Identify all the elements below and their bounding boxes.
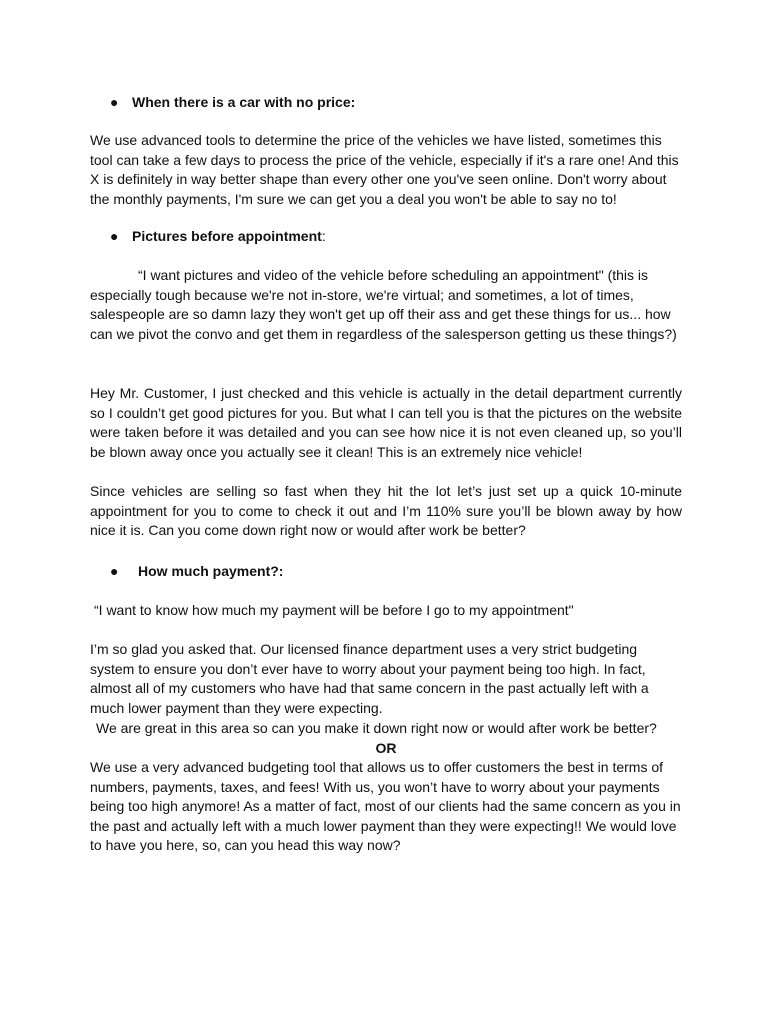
or-divider: OR — [375, 740, 397, 756]
payment-reply-1: I’m so glad you asked that. Our licensed finance department uses a very strict budgeting system to ensure you don’t ever have to worry about your payment being too high. In fact, almost all of my customers who have had that same concern in the past actually left with a much lower payment than they were expecting. — [90, 641, 649, 716]
payment-customer-quote: “I want to know how much my payment will be before I go to my appointment" — [94, 602, 574, 618]
section-heading-pictures — [110, 226, 326, 246]
no-price-answer: We use advanced tools to determine the price of the vehicles we have listed, sometimes this tool can take a few days to process the price of the vehicle, especially if it's a rare one! And this X is definitely in way better shape than every other one you've seen online. Don't worry about the monthly payments, I'm sure we can get you a deal you won't be able to say no to! — [90, 132, 679, 207]
heading-text: Pictures before appointment — [132, 228, 322, 244]
bullet-icon: ● — [110, 563, 119, 579]
heading-text: How much payment?: — [138, 563, 284, 579]
pictures-customer-quote: “I want pictures and video of the vehicle before scheduling an appointment" (this is especially tough because we're not in-store, we're virtual; and sometimes, a lot of times, salespeople are so damn lazy they won't get up off their ass and get these things for us... how can we pivot the convo and get them in regardless of the salesperson getting us these things?) — [90, 267, 677, 342]
bullet-icon: ● — [110, 228, 119, 244]
payment-reply-1-close: We are great in this area so can you make it down right now or would after work be better? — [96, 720, 657, 736]
section-heading-no-price — [110, 92, 355, 112]
heading-suffix: : — [321, 228, 326, 244]
bullet-icon: ● — [110, 94, 119, 110]
payment-reply-2: We use a very advanced budgeting tool that allows us to offer customers the best in terms of numbers, payments, taxes, and fees! With us, you won’t have to worry about your payments being too high anymore! As a matter of fact, most of our clients had the same concern as you in the past and actually left with a much lower payment than they were expecting!! We would love to have you here, so, can you head this way now? — [90, 759, 681, 854]
pictures-reply-2: Since vehicles are selling so fast when they hit the lot let’s just set up a quick 10-minute appointment for you to come to check it out and I’m 110% sure you’ll be blown away by how nice it is. Can you come down right now or would after work be better? — [90, 483, 682, 539]
section-heading-payment — [110, 561, 283, 581]
pictures-reply-1: Hey Mr. Customer, I just checked and this vehicle is actually in the detail department currently so I couldn’t get good pictures for you. But what I can tell you is that the pictures on the website were taken before it was detailed and you can see how nice it is not even cleaned up, so you’ll be blown away once you actually see it clean! This is an extremely nice vehicle! — [90, 385, 682, 460]
heading-text: When there is a car with no price: — [132, 94, 356, 110]
